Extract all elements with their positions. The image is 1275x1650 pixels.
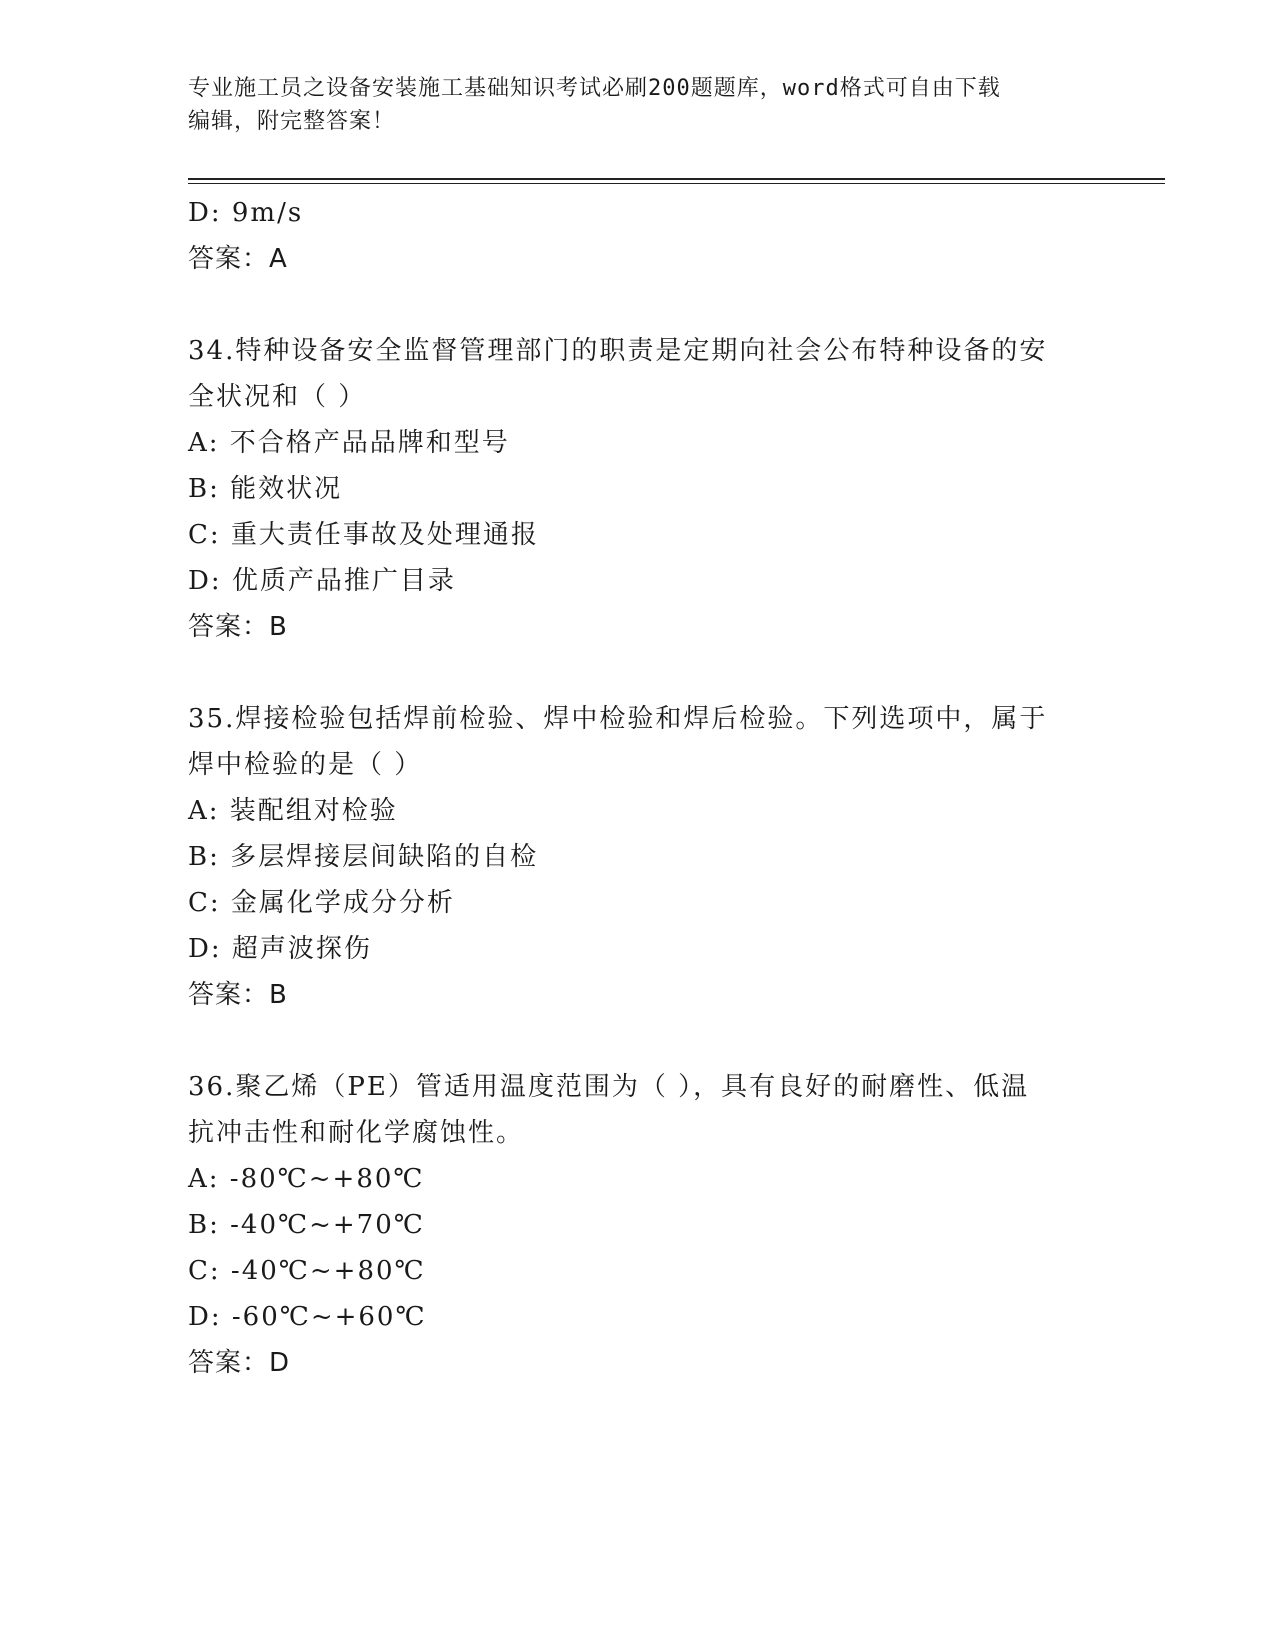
option-d: D: 优质产品推广目录 bbox=[188, 566, 456, 596]
option-b: B: -40℃~+70℃ bbox=[188, 1210, 425, 1240]
question-34 bbox=[188, 328, 1088, 650]
answer-line: 答案：D bbox=[188, 1348, 291, 1378]
option-c: C: -40℃~+80℃ bbox=[188, 1256, 426, 1286]
option-a: A: -80℃~+80℃ bbox=[188, 1164, 425, 1194]
answer-line: 答案：B bbox=[188, 612, 288, 642]
answer-line: 答案：A bbox=[188, 244, 288, 274]
document-body bbox=[188, 190, 1088, 1386]
question-stem-cont: 焊中检验的是（ ） bbox=[188, 750, 423, 780]
question-stem-cont: 抗冲击性和耐化学腐蚀性。 bbox=[188, 1118, 525, 1148]
document-header bbox=[188, 72, 1088, 138]
header-divider bbox=[188, 178, 1165, 184]
spacer bbox=[188, 282, 1088, 328]
question-35 bbox=[188, 696, 1088, 1018]
option-a: A: 装配组对检验 bbox=[188, 796, 398, 826]
option-b: B: 能效状况 bbox=[188, 474, 343, 504]
question-36 bbox=[188, 1064, 1088, 1386]
header-line-2: 编辑，附完整答案！ bbox=[188, 109, 396, 134]
option-a: A: 不合格产品品牌和型号 bbox=[188, 428, 510, 458]
previous-question-tail bbox=[188, 190, 1088, 282]
spacer bbox=[188, 1018, 1088, 1064]
option-c: C: 重大责任事故及处理通报 bbox=[188, 520, 539, 550]
option-c: C: 金属化学成分分析 bbox=[188, 888, 455, 918]
question-stem: 34.特种设备安全监督管理部门的职责是定期向社会公布特种设备的安 bbox=[188, 336, 1048, 366]
question-stem: 35.焊接检验包括焊前检验、焊中检验和焊后检验。下列选项中，属于 bbox=[188, 704, 1048, 734]
option-d: D: 9m/s bbox=[188, 198, 304, 228]
spacer bbox=[188, 650, 1088, 696]
header-line-1: 专业施工员之设备安装施工基础知识考试必刷200题题库，word格式可自由下载 bbox=[188, 76, 1001, 101]
question-stem-cont: 全状况和（ ） bbox=[188, 382, 367, 412]
answer-line: 答案：B bbox=[188, 980, 288, 1010]
option-b: B: 多层焊接层间缺陷的自检 bbox=[188, 842, 539, 872]
option-d: D: -60℃~+60℃ bbox=[188, 1302, 427, 1332]
option-d: D: 超声波探伤 bbox=[188, 934, 372, 964]
question-stem: 36.聚乙烯（PE）管适用温度范围为（ ），具有良好的耐磨性、低温 bbox=[188, 1072, 1030, 1102]
